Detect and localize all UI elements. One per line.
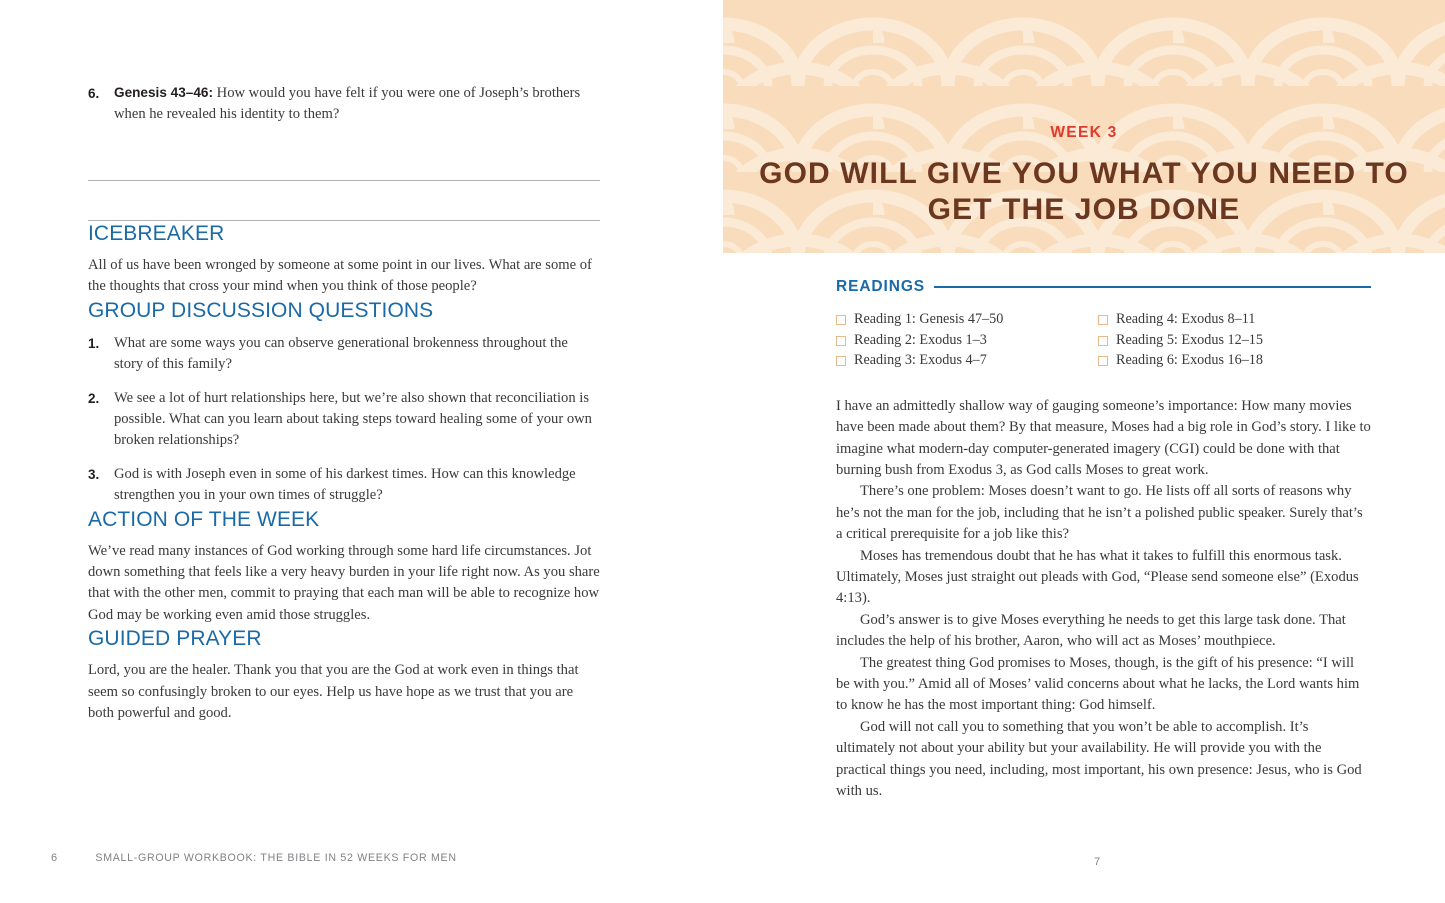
week-label: WEEK 3	[1050, 124, 1118, 141]
reading-label: Reading 1: Genesis 47–50	[854, 311, 1004, 327]
list-item-text: God is with Joseph even in some of his darkest times. How can this knowledge strengthen you in your own times of struggle?	[114, 465, 576, 504]
list-item-text: We see a lot of hurt relationships here, but we’re also shown that reconciliation is possible. What can you learn about taking steps toward healing some of your own broken relationships?	[114, 389, 592, 449]
reading-label: Reading 4: Exodus 8–11	[1116, 311, 1256, 327]
guided-prayer-body: Lord, you are the healer. Thank you that you are the God at work even in things that seem so confusingly broken to our eyes. Help us have hope as we trust that you are both powerful and good.	[88, 662, 579, 722]
checkbox-icon[interactable]	[836, 336, 846, 346]
carryover-question	[88, 82, 600, 125]
article-paragraph: God’s answer is to give Moses everything he needs to get this large task done. That includes the help of his brother, Aaron, who will act as Moses’ mouthpiece.	[836, 611, 1346, 650]
left-page-footer	[51, 852, 457, 864]
list-item	[88, 333, 600, 376]
list-item	[88, 388, 600, 452]
left-page-content	[88, 82, 600, 725]
checkbox-icon[interactable]	[1098, 356, 1108, 366]
week-banner	[723, 0, 1445, 253]
section-heading-icebreaker: ICEBREAKER	[88, 222, 225, 245]
question-body: How would you have felt if you were one of Joseph’s brothers when he revealed his identity to them?	[114, 85, 581, 122]
checkbox-icon[interactable]	[1098, 336, 1108, 346]
page-number-left: 6	[51, 852, 58, 864]
readings-rule	[934, 286, 1371, 288]
question-number: 6.	[88, 86, 100, 101]
answer-rule-1	[88, 180, 600, 181]
article-paragraph: I have an admittedly shallow way of gauging someone’s importance: How many movies have been made about them? By that measure, Moses had a big role in God’s story. I like to imagine what modern-day computer-generated imagery (CGI) could be done with that burning bush from Exodus 3, as God calls Moses to great work.	[836, 397, 1371, 478]
readings-heading: READINGS	[836, 278, 926, 295]
reading-checklist-item[interactable]	[1098, 331, 1371, 352]
article-paragraph: God will not call you to something that you won’t be able to accomplish. It’s ultimately not about your ability but your availability. He will provide you with the practical things you need, including, most important, his own presence: Jesus, who is God with us.	[836, 718, 1362, 800]
reading-label: Reading 2: Exodus 1–3	[854, 331, 987, 348]
list-item-number: 1.	[88, 335, 100, 351]
checkbox-icon[interactable]	[836, 356, 846, 366]
running-head: SMALL-GROUP WORKBOOK: THE BIBLE IN 52 WEEKS FOR MEN	[95, 852, 457, 864]
page-title: GOD WILL GIVE YOU WHAT YOU NEED TO GET THE JOB DONE	[759, 157, 1409, 226]
checkbox-icon[interactable]	[836, 315, 846, 325]
readings-header	[836, 278, 1371, 296]
list-item-text: What are some ways you can observe generational brokenness throughout the story of this family?	[114, 334, 568, 373]
list-item-number: 3.	[88, 466, 100, 482]
group-discussion-list	[88, 333, 600, 507]
reading-checklist-item[interactable]	[836, 351, 1098, 372]
reading-label: Reading 3: Exodus 4–7	[854, 352, 987, 369]
reading-checklist-item[interactable]	[836, 310, 1098, 331]
question-text	[114, 82, 600, 125]
right-page-footer	[1094, 852, 1100, 870]
page-number-right: 7	[1094, 856, 1101, 868]
action-of-the-week-body: We’ve read many instances of God working through some hard life circumstances. Jot down something that feels like a very heavy burden in your life right now. As you share that with the other men, commit to praying that each man will be able to recognize how God may be working even amid those struggles.	[88, 542, 600, 623]
section-heading-guided-prayer: GUIDED PRAYER	[88, 627, 262, 651]
list-item	[88, 464, 600, 507]
reading-label: Reading 5: Exodus 12–15	[1116, 331, 1263, 348]
article-body	[836, 396, 1371, 803]
section-heading-action-of-the-week: ACTION OF THE WEEK	[88, 507, 320, 531]
readings-checklist	[836, 310, 1371, 372]
article-paragraph: Moses has tremendous doubt that he has what it takes to fulfill this enormous task. Ultimately, Moses just straight out pleads with God, “Please send someone else” (Exodus 4:13).	[836, 547, 1359, 607]
icebreaker-body: All of us have been wronged by someone at some point in our lives. What are some of the thoughts that cross your mind when you think of those people?	[88, 257, 592, 295]
reading-checklist-item[interactable]	[1098, 351, 1371, 372]
right-page-content	[836, 278, 1371, 803]
right-page	[723, 0, 1445, 903]
reading-checklist-item[interactable]	[1098, 310, 1371, 331]
reading-label: Reading 6: Exodus 16–18	[1116, 352, 1263, 369]
article-paragraph: The greatest thing God promises to Moses, though, is the gift of his presence: “I will be with you.” Amid all of Moses’ valid concerns about what he lacks, the Lord wants him to know he has the most important thing: God himself.	[836, 654, 1360, 714]
list-item-number: 2.	[88, 390, 100, 406]
checkbox-icon[interactable]	[1098, 315, 1108, 325]
section-heading-group-discussion: GROUP DISCUSSION QUESTIONS	[88, 298, 434, 322]
article-paragraph: There’s one problem: Moses doesn’t want to go. He lists off all sorts of reasons why he’s not the man for the job, including that he isn’t a polished public speaker. Surely that’s a critical prerequisite for a job like this?	[836, 483, 1363, 543]
reading-checklist-item[interactable]	[836, 331, 1098, 352]
banner-text-block	[723, 0, 1445, 253]
question-reference: Genesis 43–46:	[114, 85, 213, 100]
